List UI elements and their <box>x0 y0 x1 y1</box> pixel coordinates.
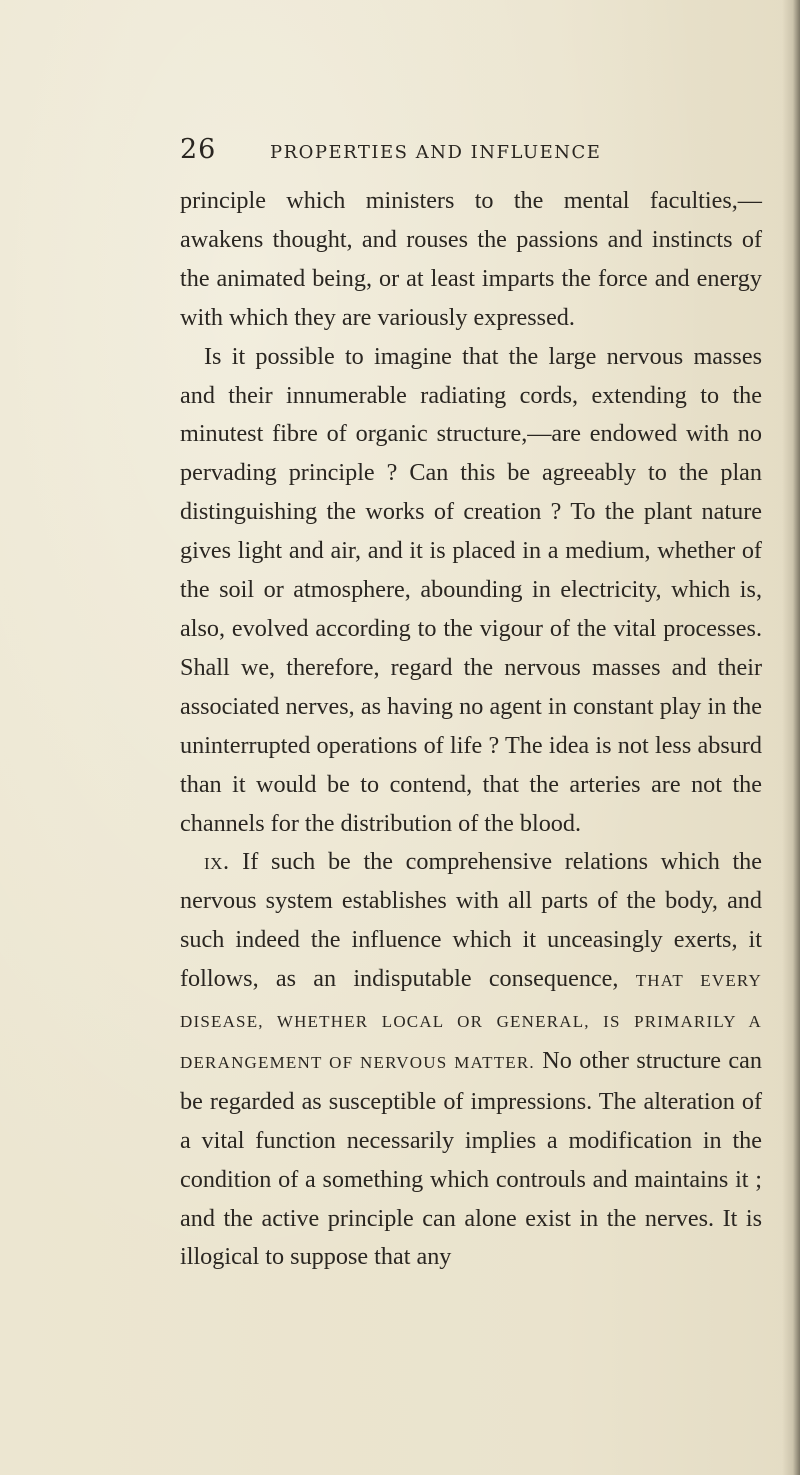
paragraph-3-tail: No other structure can be regarded as susceptible of impressions. The alteration of a vital function necessarily implies a modification in the condition of a something which controuls and maintains it ; and the active principle can alone exist in the nerves. It is illogical to suppose that any <box>180 1046 762 1271</box>
paragraph-3-lead: If such be the comprehensive relations which the nervous system establishes with all parts of the body, and such indeed the influence which it unceasingly exerts, it follows, as an indisputable consequence, <box>180 848 763 993</box>
section-number: ix. <box>204 848 230 876</box>
emphasized-proposition: THAT EVERY DISEASE, WHETHER LOCAL OR GENERAL, IS PRIMARILY A DERANGEMENT OF NERVOUS MATTER. <box>180 971 762 1072</box>
paragraph-3 <box>180 843 762 1277</box>
body-text <box>180 182 762 1277</box>
paragraph-2: Is it possible to imagine that the large nervous masses and their innumerable radiating cords, extending to the minutest fibre of organic structure,—are endowed with no pervading principle ? Can this be agreeably to the plan distinguishing the works of creation ? To the plant nature gives light and air, and it is placed in a medium, whether of the soil or atmosphere, abounding in electricity, which is, also, evolved according to the vigour of the vital processes. Shall we, therefore, regard the nervous masses and their associated nerves, as having no agent in constant play in the uninterrupted operations of life ? The idea is not less absurd than it would be to contend, that the arteries are not the channels for the distribution of the blood. <box>180 342 762 837</box>
paragraph-1: principle which ministers to the mental faculties,— awakens thought, and rouses the passions and instincts of the animated being, or at least imparts the force and energy with which they are variously expressed. <box>180 187 762 331</box>
page-edge-shadow <box>782 0 800 1475</box>
running-title: PROPERTIES AND INFLUENCE <box>270 142 602 163</box>
page-number: 26 <box>180 134 217 165</box>
